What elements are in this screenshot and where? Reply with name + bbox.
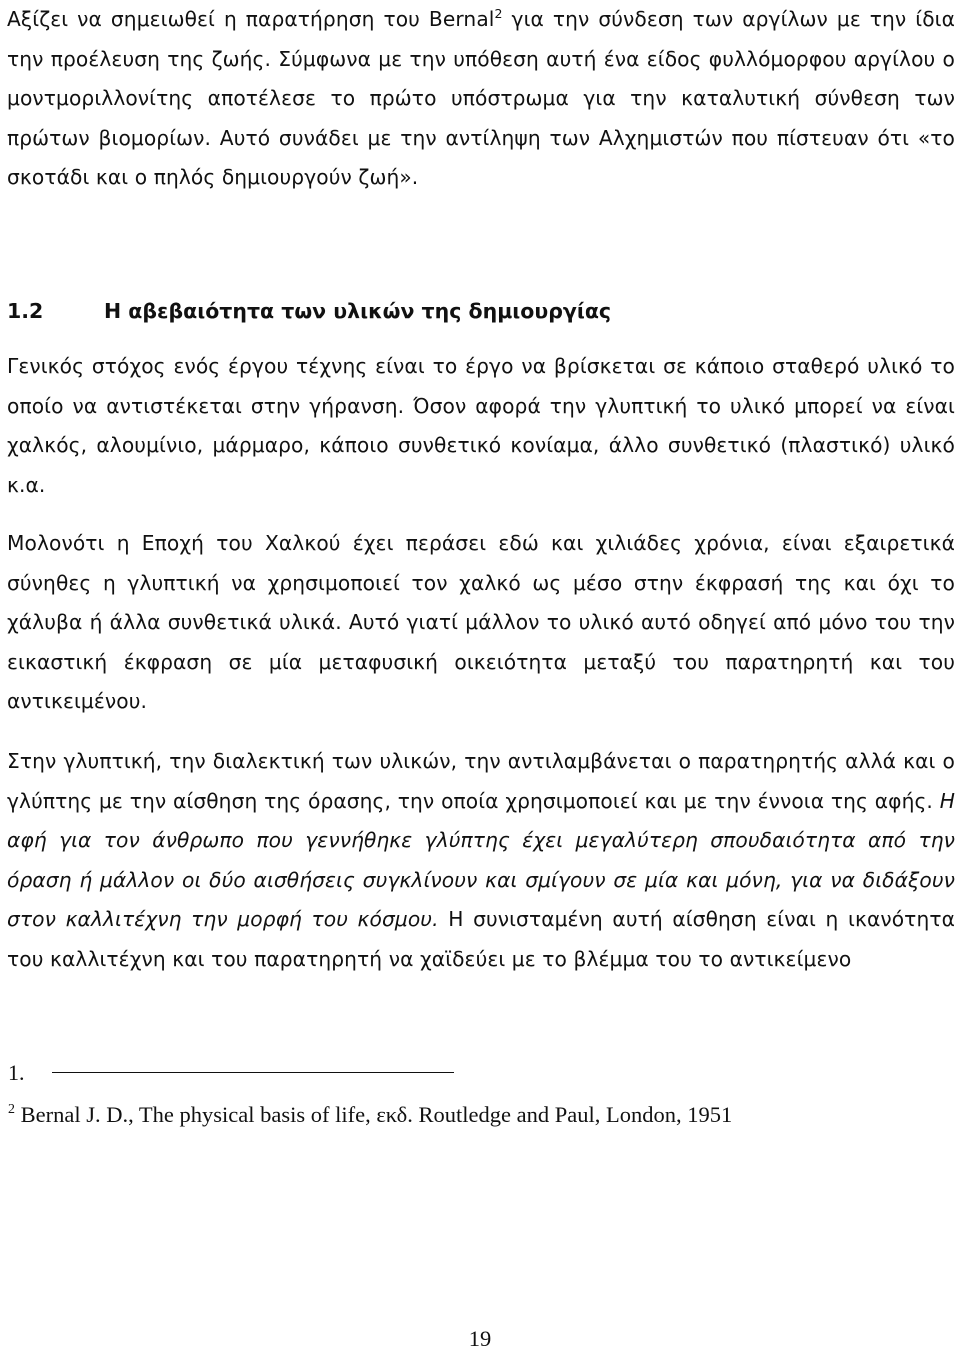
- section-number: 1.2: [7, 299, 44, 323]
- paragraph-bronze-age: Μολονότι η Εποχή του Χαλκού έχει περάσει εδώ και χιλιάδες χρόνια, είναι εξαιρετικά σύνηθες η γλυπτική να χρησιμοποιεί τον χαλκό ως μέσο στην έκφρασή της και όχι το χάλυβα ή άλλα συνθετικά υλικά. Αυτό γιατί μάλλον το υλικό αυτό οδηγεί από μόνο του την εικαστική έκφραση σε μία μεταφυσική οικειότητα μεταξύ του παρατηρητή και του αντικειμένου.: [7, 531, 955, 714]
- footnote-text: Bernal J. D., The physical basis of life, εκδ. Routledge and Paul, London, 1951: [14, 1102, 733, 1127]
- italic-quote: Η αφή για τον άνθρωπο που γεννήθηκε γλύπτης έχει μεγαλύτερη σπουδαιότητα από την όραση ή μάλλον οι δύο αισθήσεις συγκλίνουν και σμίγουν σε μία και μόνη, για να διδάξουν στον καλλιτέχνη την μορφή του κόσμου.: [7, 788, 955, 932]
- footnote-separator: [52, 1072, 454, 1073]
- paragraph-text: για την σύνδεση των αργίλων με την ίδια την προέλευση της ζωής. Σύμφωνα με την υπόθεση αυτή ένα είδος φυλλόμορφου αργίλου ο μοντμοριλλονίτης αποτέλεσε το πρώτο υπόστρωμα για την καταλυτική σύνθεση των πρώτων βιομορίων. Αυτό συνάδει με την αντίληψη των Αλχημιστών που πίστευαν ότι «το σκοτάδι και ο πηλός δημιουργούν ζωή».: [7, 7, 955, 190]
- paragraph-text: Η συνισταμένη αυτή αίσθηση είναι η ικανότητα του καλλιτέχνη και του παρατηρητή να χαϊδεύει με το βλέμμα του το αντικείμενο: [7, 907, 955, 971]
- footnote: [8, 1100, 953, 1130]
- section-heading: [7, 293, 611, 329]
- paragraph-text: Στην γλυπτική, την διαλεκτική των υλικών, την αντιλαμβάνεται ο παρατηρητής αλλά και ο γλύπτης με την αίσθηση της όρασης, την οποία χρησιμοποιεί και με την έννοια της αφής.: [7, 749, 955, 813]
- paragraph-artwork-materials: Γενικός στόχος ενός έργου τέχνης είναι το έργο να βρίσκεται σε κάποιο σταθερό υλικό το οποίο να αντιστέκεται στην γήρανση. Όσον αφορά την γλυπτική το υλικό μπορεί να είναι χαλκός, αλουμίνιο, μάρμαρο, κάποιο συνθετικό κονίαμα, άλλο συνθετικό (πλαστικό) υλικό κ.α.: [7, 354, 955, 497]
- paragraph-text: Αξίζει να σημειωθεί η παρατήρηση του Bernal: [7, 7, 495, 31]
- footnote-number: 2: [8, 1101, 15, 1117]
- footnote-marker: 1.: [8, 1060, 25, 1085]
- page-number: 19: [468, 1326, 492, 1351]
- paragraph-bernal-clays: [7, 0, 955, 198]
- paragraph-sculpture-touch: [7, 742, 955, 980]
- section-title: Η αβεβαιότητα των υλικών της δημιουργίας: [104, 299, 612, 323]
- footnote-reference: 2: [494, 5, 503, 21]
